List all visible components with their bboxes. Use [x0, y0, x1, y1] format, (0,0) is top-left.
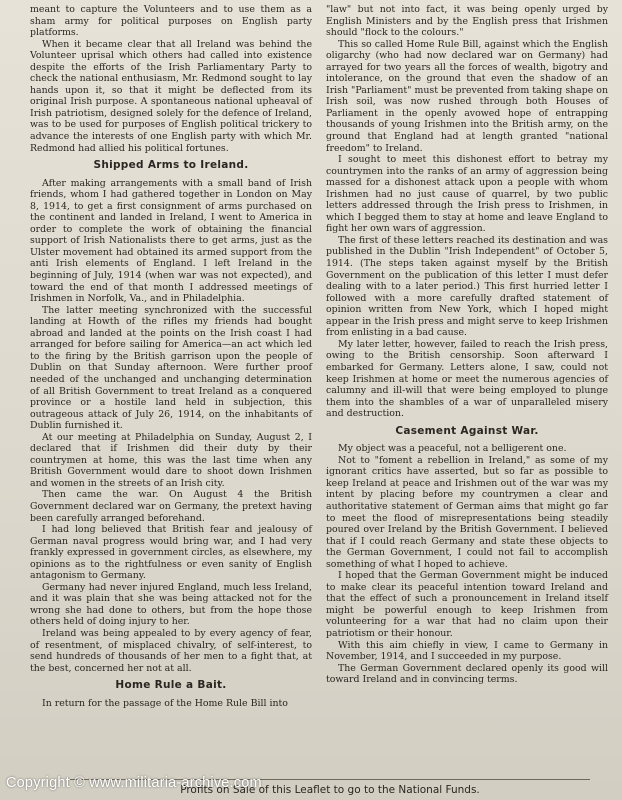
paragraph: I hoped that the German Government might be induced to make clear its peaceful intention toward Ireland and that the effect of such a pronouncement in Ireland itself might be powerful enough to keep Irishmen from volunteering for a war that had no claim upon their patriotism or their honour.	[326, 570, 608, 639]
right-column	[326, 4, 608, 686]
paragraph: Not to "foment a rebellion in Ireland," as some of my ignorant critics have asserted, but so far as possible to keep Ireland at peace and Irishmen out of the war was my intent by placing before my countrymen a clear and authoritative statement of German aims that might go far to meet the flood of misrepresentations being steadily poured over Ireland by the British Government. I believed that if I could reach Germany and state these objects to the German Government, I could not fail to accomplish something of what I hoped to achieve.	[326, 454, 608, 570]
paragraph: "law" but not into fact, it was being openly urged by English Ministers and by the English press that Irishmen should "flock to the colours."	[326, 4, 608, 39]
paragraph: After making arrangements with a small band of Irish friends, whom I had gathered together in London on May 8, 1914, to get a first consignment of arms purchased on the continent and landed in Ireland, I went to America in order to complete the work of obtaining the financial support of Irish Nationalists there to get arms, just as the Ulster movement had obtained its armed support from the anti Irish elements of England. I left Ireland in the beginning of July, 1914 (when war was not expected), and toward the end of that month I addressed meetings of Irishmen in Norfolk, Va., and in Philadelphia.	[30, 177, 312, 305]
left-column	[30, 4, 312, 709]
paragraph: The latter meeting synchronized with the successful landing at Howth of the rifles my friends had bought abroad and landed at the points on the Irish coast I had arranged for before sailing for America—an act which led to the firing by the British garrison upon the people of Dublin on that Sunday afternoon. Were further proof needed of the unchanged and unchanging determination of all British Government to treat Ireland as a conquered province or a hostile land held in subjection, this outrageous attack of July 26, 1914, on the inhabitants of Dublin furnished it.	[30, 304, 312, 432]
copyright-watermark: Copyright © www.militaria-archive.com	[6, 775, 262, 791]
paragraph: In return for the passage of the Home Rule Bill into	[42, 697, 288, 709]
section-heading-casement: Casement Against War.	[395, 424, 539, 437]
paragraph: Then came the war. On August 4 the British Government declared war on Germany, the pretext having been carefully arranged beforehand.	[30, 489, 312, 524]
paragraph: I sought to meet this dishonest effort to betray my countrymen into the ranks of an army of aggression being massed for a dishonest attack upon a people with whom Irishmen had no just cause of quarrel, by two public letters addressed through the Irish press to Irishmen, in which I begged them to stay at home and leave England to fight her own wars of aggression.	[326, 154, 608, 235]
section-heading-shipped-arms: Shipped Arms to Ireland.	[93, 159, 249, 172]
leaflet-footer: Profits on Sale of this Leaflet to go to the National Funds.	[70, 779, 590, 796]
paragraph: meant to capture the Volunteers and to use them as a sham army for political purposes on English party platforms.	[30, 4, 312, 39]
paragraph: Ireland was being appealed to by every agency of fear, of resentment, of misplaced chivalry, of self-interest, to send hundreds of thousands of her men to a fight that, at the best, concerned her not at all.	[30, 627, 312, 674]
paragraph: With this aim chiefly in view, I came to Germany in November, 1914, and I succeeded in my purpose.	[326, 639, 608, 663]
paragraph: The German Government declared openly its good will toward Ireland and in convincing terms.	[326, 662, 608, 686]
paragraph: I had long believed that British fear and jealousy of German naval progress would bring war, and I had very frankly expressed in government circles, as elsewhere, my opinions as to the rightfulness or even sanity of English antagonism to Germany.	[30, 524, 312, 582]
paragraph: The first of these letters reached its destination and was published in the Dublin "Irish Independent" of October 5, 1914. (The steps taken against myself by the British Government on the publication of this letter I must defer dealing with to a later period.) This first hurried letter I followed with a more carefully drafted statement of opinion written from New York, which I hoped might appear in the Irish press and might serve to keep Irishmen from enlisting in a bad cause.	[326, 234, 608, 339]
paragraph: My object was a peaceful, not a belligerent one.	[338, 443, 567, 455]
section-heading-home-rule: Home Rule a Bait.	[115, 679, 227, 692]
paragraph: This so called Home Rule Bill, against which the English oligarchy (who had now declared war on Germany) had arrayed for two years all the forces of wealth, bigotry and intolerance, on the ground that even the shadow of an Irish "Parliament" must be prevented from taking shape on Irish soil, was now rushed through both Houses of Parliament in the openly avowed hope of entrapping thousands of young Irishmen into the British army, on the ground that England had at length granted "national freedom" to Ireland.	[326, 38, 608, 154]
paragraph: When it became clear that all Ireland was behind the Volunteer uprisal which others had called into existence despite the efforts of the Irish Parliamentary Party to check the national enthusiasm, Mr. Redmond sought to lay hands upon it, so that it might be deflected from its original Irish purpose. A spontaneous national upheaval of Irish patriotism, designed solely for the defence of Ireland, was to be used for purposes of English political trickery to advance the interests of one English party with which Mr. Redmond had allied his political fortunes.	[30, 38, 312, 154]
paragraph: Germany had never injured England, much less Ireland, and it was plain that she was being attacked not for the wrong she had done to others, but from the hope those others held of doing injury to her.	[30, 581, 312, 628]
paragraph: At our meeting at Philadelphia on Sunday, August 2, I declared that if Irishmen did their duty by their countrymen at home, this was the last time when any British Government would dare to shoot down Irishmen and women in the streets of an Irish city.	[30, 431, 312, 489]
paragraph: My later letter, however, failed to reach the Irish press, owing to the British censorship. Soon afterward I embarked for Germany. Letters alone, I saw, could not keep Irishmen at home or meet the numerous agencies of calumny and ill-will that were being employed to plunge them into the shambles of a war of unparalleled misery and destruction.	[326, 338, 608, 420]
